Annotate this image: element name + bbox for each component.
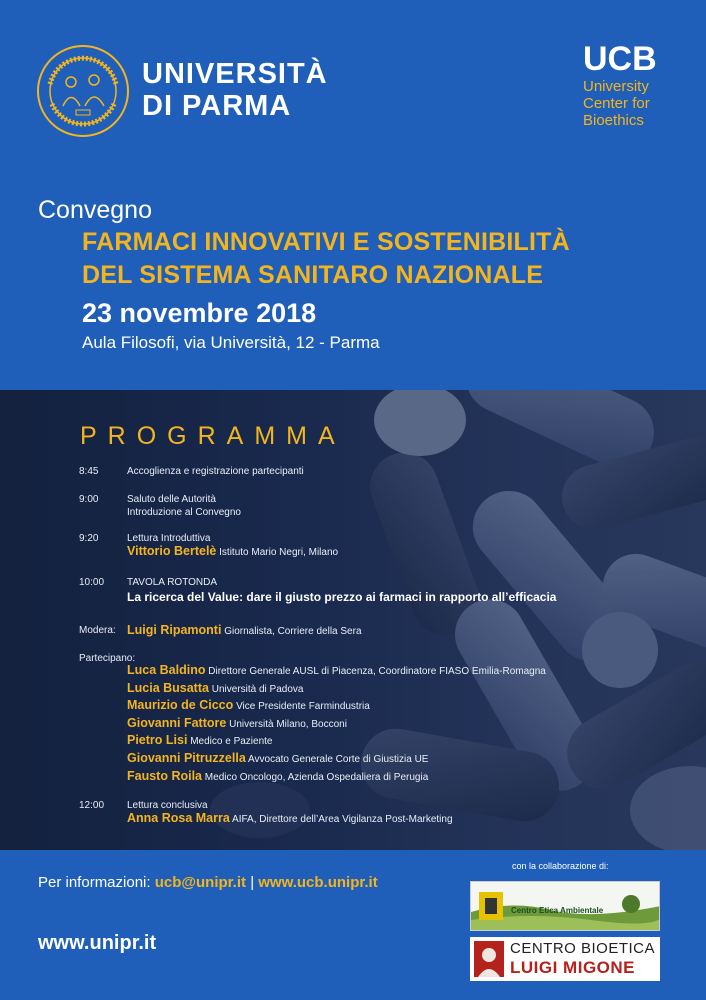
speaker-affiliation: Università di Padova [211,683,304,695]
contact-info [38,874,378,891]
speaker-affiliation: Direttore Generale AUSL di Piacenza, Coordinatore FIASO Emilia-Romagna [208,666,546,677]
schedule-time: 12:00 [79,800,105,811]
logo-text: CENTRO BIOETICA [510,940,656,957]
list-item [127,663,546,681]
university-seal-icon [36,44,130,138]
unipr-website-link[interactable]: www.unipr.it [38,932,157,954]
footer [0,850,706,1000]
list-item [127,733,546,751]
speaker-name: Vittorio Bertelè [127,544,217,558]
portrait-icon [474,941,504,977]
centro-bioetica-logo [470,937,660,981]
participants-list [127,663,546,786]
speaker-name: Fausto Roila [127,768,203,783]
speaker-name: Luigi Ripamonti [127,623,222,637]
schedule-time: 9:00 [79,494,99,505]
speaker-name: Pietro Lisi [127,733,188,748]
event-title-line: FARMACI INNOVATIVI E SOSTENIBILITÀ [82,228,570,256]
speaker-affiliation: Istituto Mario Negri, Milano [219,547,339,558]
moderator-label: Modera: [79,625,116,636]
participants-label: Partecipano: [79,653,136,664]
speaker-name: Maurizio de Cicco [127,698,234,713]
event-date: 23 novembre 2018 [82,298,317,328]
ucb-name-line: Center for [583,95,650,112]
speaker-affiliation: AIFA, Direttore dell’Area Vigilanza Post-Marketing [232,814,453,825]
list-item [127,716,546,734]
speaker-affiliation: Università Milano, Bocconi [229,718,347,730]
schedule-time: 9:20 [79,533,99,544]
schedule-text: TAVOLA ROTONDA [127,577,218,588]
roundtable-title: La ricerca del Value: dare il giusto prezzo ai farmaci in rapporto all’efficacia [127,590,557,604]
program-content [0,390,706,850]
program-section [0,390,706,850]
university-name-line: UNIVERSITÀ [142,58,328,90]
speaker-affiliation: Medico Oncologo, Azienda Ospedaliera di Perugia [204,771,429,783]
speaker-affiliation: Avvocato Generale Corte di Giustizia UE [248,753,429,765]
header [0,0,706,390]
schedule-text: Lettura conclusiva [127,800,208,811]
separator: | [250,874,255,891]
speaker-name: Giovanni Fattore [127,715,227,730]
collaboration-label: con la collaborazione di: [512,861,609,871]
list-item [127,698,546,716]
email-link[interactable]: ucb@unipr.it [154,874,247,891]
ucb-name-line: Bioethics [583,112,644,129]
university-name [142,58,328,122]
speaker-name: Anna Rosa Marra [127,811,230,825]
schedule-text: Saluto delle Autorità [127,494,216,505]
ucb-website-link[interactable]: www.ucb.unipr.it [258,874,378,891]
schedule-time: 10:00 [79,577,105,588]
event-title-line: DEL SISTEMA SANITARO NAZIONALE [82,261,544,289]
schedule-text: Introduzione al Convegno [127,507,241,518]
event-type: Convegno [38,196,152,224]
ucb-name-line: University [583,78,649,95]
speaker-affiliation: Vice Presidente Farmindustria [236,701,370,713]
program-heading: PROGRAMMA [80,422,346,450]
list-item [127,769,546,787]
logo-text: Centro Etica Ambientale [511,906,604,915]
logo-text: LUIGI MIGONE [510,958,635,977]
speaker-affiliation: Medico e Paziente [190,736,273,748]
centro-etica-ambientale-logo [470,881,660,931]
university-name-line: DI PARMA [142,90,292,122]
list-item [127,681,546,699]
event-title [82,226,570,292]
event-venue: Aula Filosofi, via Università, 12 - Parma [82,333,380,352]
speaker-name: Lucia Busatta [127,680,209,695]
contact-label: Per informazioni: [38,874,151,891]
schedule-text: Accoglienza e registrazione partecipanti [127,466,304,477]
speaker-name: Giovanni Pitruzzella [127,750,246,765]
schedule-time: 8:45 [79,466,99,477]
speaker-affiliation: Giornalista, Corriere della Sera [224,626,362,637]
ucb-abbreviation: UCB [583,40,657,78]
list-item [127,751,546,769]
schedule-text: Lettura Introduttiva [127,533,211,544]
speaker-name: Luca Baldino [127,663,206,677]
ucb-logo [583,40,683,129]
